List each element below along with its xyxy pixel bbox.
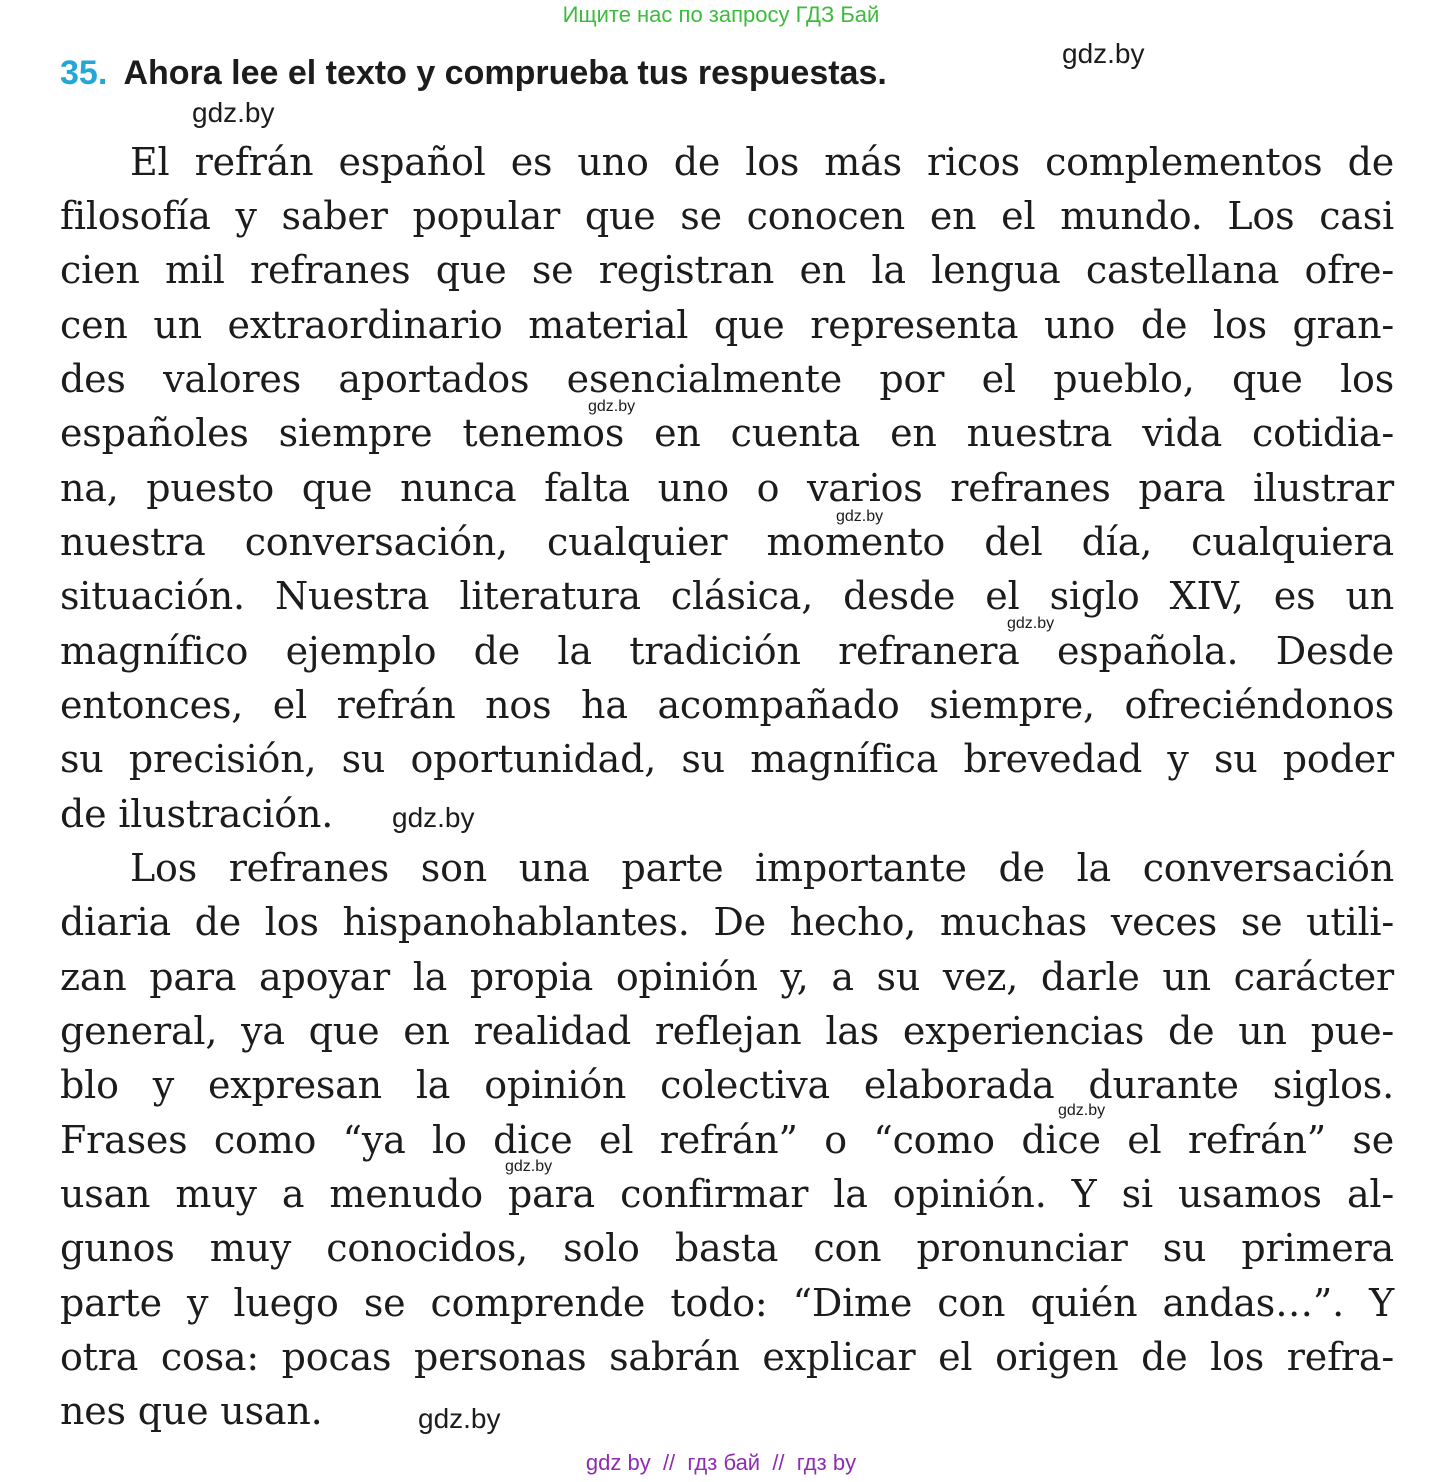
watermark: gdz.by: [392, 802, 475, 833]
footer-links: gdz by // гдз бай // гдз by: [585, 1450, 857, 1475]
text-line: gunos muy conocidos, solo basta con pronunciar su primera: [60, 1226, 1394, 1270]
text-line: Los refranes son una parte importante de la conversación: [130, 846, 1394, 890]
text-line: El refrán español es uno de los más ricos complementos de: [130, 140, 1394, 184]
watermark: gdz.by: [192, 97, 275, 128]
watermark: gdz.by: [836, 508, 884, 525]
text-line: Frases como “ya lo dice el refrán” o “como dice el refrán” se: [60, 1118, 1394, 1162]
exercise-heading: [60, 50, 887, 96]
text-line: general, ya que en realidad reflejan las experiencias de un pue-: [60, 1009, 1394, 1053]
text-line: nes que usan.: [60, 1389, 323, 1433]
watermark: gdz.by: [418, 1403, 501, 1434]
text-line: na, puesto que nunca falta uno o varios refranes para ilustrar: [60, 466, 1394, 510]
top-banner: Ищите нас по запросу ГДЗ Бай: [562, 2, 880, 27]
text-line: de ilustración.: [60, 792, 334, 836]
text-line: su precisión, su oportunidad, su magnífica brevedad y su poder: [60, 737, 1394, 781]
text-line: diaria de los hispanohablantes. De hecho, muchas veces se utili-: [60, 900, 1394, 944]
watermark: gdz.by: [505, 1158, 553, 1175]
text-line: zan para apoyar la propia opinión y, a su vez, darle un carácter: [60, 955, 1394, 999]
text-line: cien mil refranes que se registran en la lengua castellana ofre-: [60, 248, 1394, 292]
exercise-title: Ahora lee el texto y comprueba tus respuestas.: [123, 54, 887, 92]
exercise-number: 35.: [60, 54, 108, 92]
text-line: otra cosa: pocas personas sabrán explicar el origen de los refra-: [60, 1335, 1394, 1379]
text-line: des valores aportados esencialmente por el pueblo, que los: [60, 357, 1394, 401]
text-line: filosofía y saber popular que se conocen en el mundo. Los casi: [60, 194, 1394, 238]
text-line: nuestra conversación, cualquier momento del día, cualquiera: [60, 520, 1394, 564]
watermark: gdz.by: [1058, 1102, 1106, 1119]
text-line: blo y expresan la opinión colectiva elaborada durante siglos.: [60, 1063, 1394, 1107]
watermark: gdz.by: [1007, 615, 1055, 632]
watermark: gdz.by: [1062, 38, 1145, 69]
text-line: situación. Nuestra literatura clásica, desde el siglo XIV, es un: [60, 574, 1394, 618]
text-line: españoles siempre tenemos en cuenta en nuestra vida cotidia-: [60, 411, 1394, 455]
text-line: cen un extraordinario material que representa uno de los gran-: [60, 303, 1394, 347]
text-line: entonces, el refrán nos ha acompañado siempre, ofreciéndonos: [60, 683, 1394, 727]
watermark: gdz.by: [588, 398, 636, 415]
text-line: usan muy a menudo para confirmar la opinión. Y si usamos al-: [60, 1172, 1394, 1216]
text-line: parte y luego se comprende todo: “Dime con quién andas…”. Y: [60, 1281, 1394, 1325]
text-line: magnífico ejemplo de la tradición refranera española. Desde: [60, 629, 1394, 673]
